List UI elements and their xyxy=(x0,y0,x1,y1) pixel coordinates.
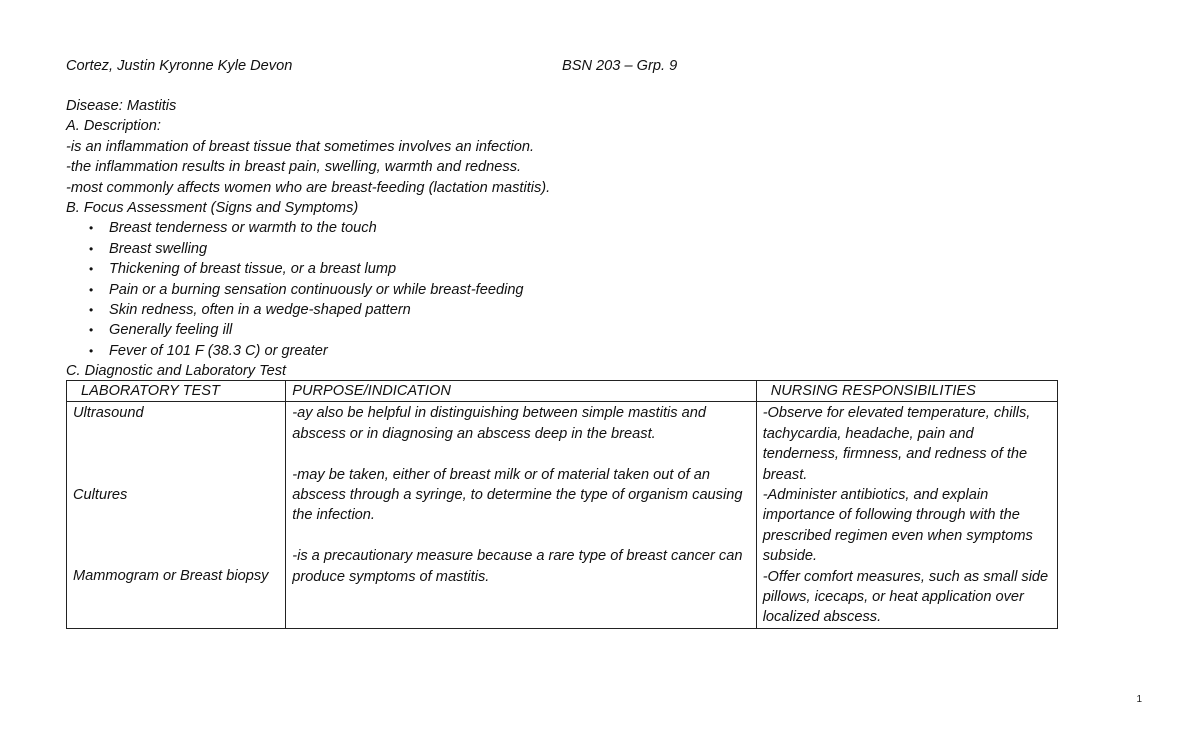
column-header-purpose: PURPOSE/INDICATION xyxy=(286,381,756,402)
purpose-text: -is a precautionary measure because a rare type of breast cancer can produce symptoms of mastitis. xyxy=(292,548,743,585)
description-line: -is an inflammation of breast tissue that sometimes involves an infection. xyxy=(66,138,535,155)
symptom-text: Breast swelling xyxy=(109,240,208,257)
disease-title: Disease: Mastitis xyxy=(66,98,177,114)
symptom-text: Fever of 101 F (38.3 C) or greater xyxy=(109,342,328,359)
list-item xyxy=(66,239,1066,259)
bullet-icon: • xyxy=(89,221,94,236)
table-header-row xyxy=(67,381,1058,402)
nursing-responsibilities-cell xyxy=(756,402,1057,628)
class-group: BSN 203 – Grp. 9 xyxy=(562,58,678,74)
document-body xyxy=(66,96,1066,382)
page-number: 1 xyxy=(1136,694,1142,705)
list-item xyxy=(66,259,1066,279)
laboratory-test-cell xyxy=(67,402,286,628)
symptom-list xyxy=(66,218,1066,361)
focus-assessment-heading: B. Focus Assessment (Signs and Symptoms) xyxy=(66,200,359,217)
student-name: Cortez, Justin Kyronne Kyle Devon xyxy=(66,58,293,74)
purpose-cell xyxy=(286,402,756,628)
list-item xyxy=(66,320,1066,340)
column-header-nursing-responsibilities: NURSING RESPONSIBILITIES xyxy=(756,381,1057,402)
list-item xyxy=(66,341,1066,361)
description-line: -most commonly affects women who are breast-feeding (lactation mastitis). xyxy=(66,179,551,196)
paragraph-gap xyxy=(292,526,750,546)
responsibility-text: -Offer comfort measures, such as small side pillows, icecaps, or heat application over localized abscess. xyxy=(762,568,1049,626)
bullet-icon: • xyxy=(89,262,94,277)
bullet-icon: • xyxy=(89,323,94,338)
test-name: Ultrasound xyxy=(73,405,144,422)
symptom-text: Skin redness, often in a wedge-shaped pattern xyxy=(109,302,411,319)
purpose-text: -ay also be helpful in distinguishing between simple mastitis and abscess or in diagnosing an abscess deep in the breast. xyxy=(292,405,706,442)
symptom-text: Generally feeling ill xyxy=(109,322,233,339)
column-header-laboratory-test: LABORATORY TEST xyxy=(67,381,286,402)
list-item xyxy=(66,300,1066,320)
bullet-icon: • xyxy=(89,343,94,358)
responsibility-text: -Observe for elevated temperature, chills, tachycardia, headache, pain and tenderness, firmness, and redness of the breast. xyxy=(762,405,1031,483)
symptom-text: Thickening of breast tissue, or a breast lump xyxy=(109,261,397,278)
bullet-icon: • xyxy=(89,303,94,318)
test-name: Cultures xyxy=(73,486,128,503)
bullet-icon: • xyxy=(89,282,94,297)
test-name: Mammogram or Breast biopsy xyxy=(73,568,269,585)
list-item xyxy=(66,218,1066,238)
list-item xyxy=(66,280,1066,300)
diagnostic-heading: C. Diagnostic and Laboratory Test xyxy=(66,363,287,380)
table-row xyxy=(67,402,1058,628)
description-line: -the inflammation results in breast pain, swelling, warmth and redness. xyxy=(66,159,522,176)
bullet-icon: • xyxy=(89,241,94,256)
symptom-text: Pain or a burning sensation continuously or while breast-feeding xyxy=(109,281,524,298)
paragraph-gap xyxy=(292,444,750,464)
purpose-text: -may be taken, either of breast milk or of material taken out of an abscess through a syringe, to determine the type of organism causing the infection. xyxy=(292,466,743,524)
symptom-text: Breast tenderness or warmth to the touch xyxy=(109,220,377,237)
responsibility-text: -Administer antibiotics, and explain importance of following through with the prescribed regimen even when symptoms subside. xyxy=(762,487,1033,565)
diagnostic-table xyxy=(66,380,1058,629)
description-heading: A. Description: xyxy=(66,118,161,135)
document-header xyxy=(66,56,966,76)
